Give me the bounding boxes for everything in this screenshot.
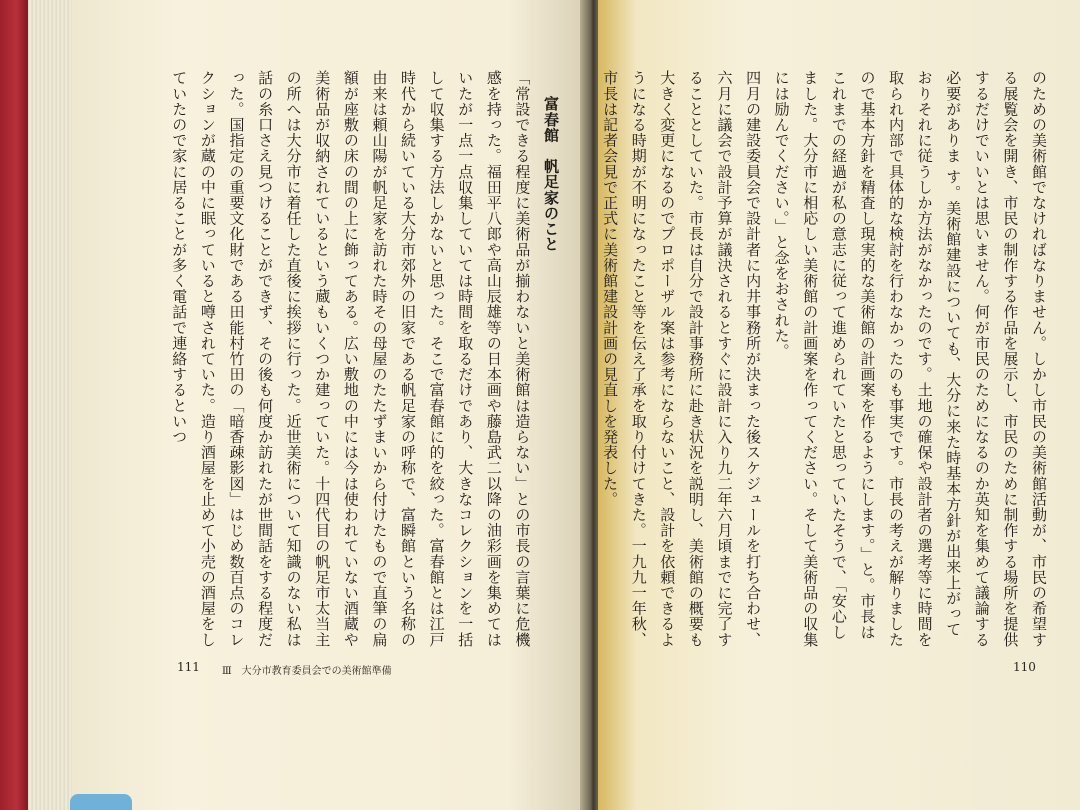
thumb-holding-book <box>70 794 132 810</box>
paragraph: 四月の建設委員会で設計者に内井事務所が決まった後スケジュールを打ち合わせ、六月に議会で設計予算が議決されるとすぐに設計に入り九二年六月頃までに完了することとしていた。市長は自分で設計事務所に赴き状況を説明し、美術館の概要も大きく変更になるのでプロポーザル案は参考にならないこと、設計を依頼できるようになる時期が不明になったこと等を伝え了承を取り付けてきた。一九九一年秋、市長は記者会見で正式に美術館建設計画の見直しを発表した。 <box>601 70 763 648</box>
page-number-right: 110 <box>1013 660 1036 674</box>
chapter-running-head: Ⅲ 大分市教育委員会での美術館準備 <box>222 666 392 677</box>
left-page-body <box>165 70 565 650</box>
book-cover-edge <box>0 0 30 810</box>
paragraph: 「常設できる程度に美術品が揃わないと美術館は造らない」との市長の言葉に危機感を持った。福田平八郎や高山辰雄等の日本画や藤島武二以降の油彩画を集めてはいたが一点一点収集していては時間を取るだけであり、大きなコレクションを一括して収集する方法しかないと思った。そこで富春館に的を絞った。富春館とは江戸時代から続いている大分市郊外の旧家である帆足家の呼称で、富瞬館という名称の由来は頼山陽が帆足家を訪れた時その母屋のたたずまいから付けたもので直筆の扁額が座敷の床の間の上に飾ってある。広い敷地の中には今は使われていない酒蔵や美術品が収納されているという蔵もいくつか建っていた。十四代目の帆足市太当主の所へは大分市に着任した直後に挨拶に行った。近世美術について知識のない私は話の糸口さえ見つけることができず、その後も何度か訪れたが世間話をする程度だった。国指定の重要文化財である田能村竹田の「暗香疎影図」はじめ数百点のコレクションが蔵の中に眠っていると噂されていた。造り酒屋を止めて小売の酒屋をしていたので家に居ることが多く電話で連絡するといつ <box>170 70 532 648</box>
page-edges <box>28 0 78 810</box>
right-page-body <box>601 70 1053 650</box>
paragraph: のための美術館でなければなりません。しかし市民の美術館活動が、市民の希望する展覧会を開き、市民の制作する作品を展示し、市民のために制作する場所を提供するだけでいいとは思いません。何が市民のためになるのか英知を集めて議論する必要がありま す。美術館建設についても、大分に来た時基本方針が出来上がっておりそれに従うしか方法がなかったのです。土地の確保や設計者の選考等に時間を取られ内部で具体的な検討を行わなかったのも事実です。市長の考えが解りましたので基本方針を精査し現実的な美術館の計画案を作るようにします。」と。市長はこれまでの経過が私の意志に従って進められていたと思っていたそうで、「安心しました。大分市に相応しい美術館の計画案を作ってください。そして美術品の収集には励んでください。」と念をおされた。 <box>772 70 1048 648</box>
page-number-left: 111 <box>177 660 200 674</box>
section-heading: 富春館 帆足家のこと <box>542 96 560 252</box>
